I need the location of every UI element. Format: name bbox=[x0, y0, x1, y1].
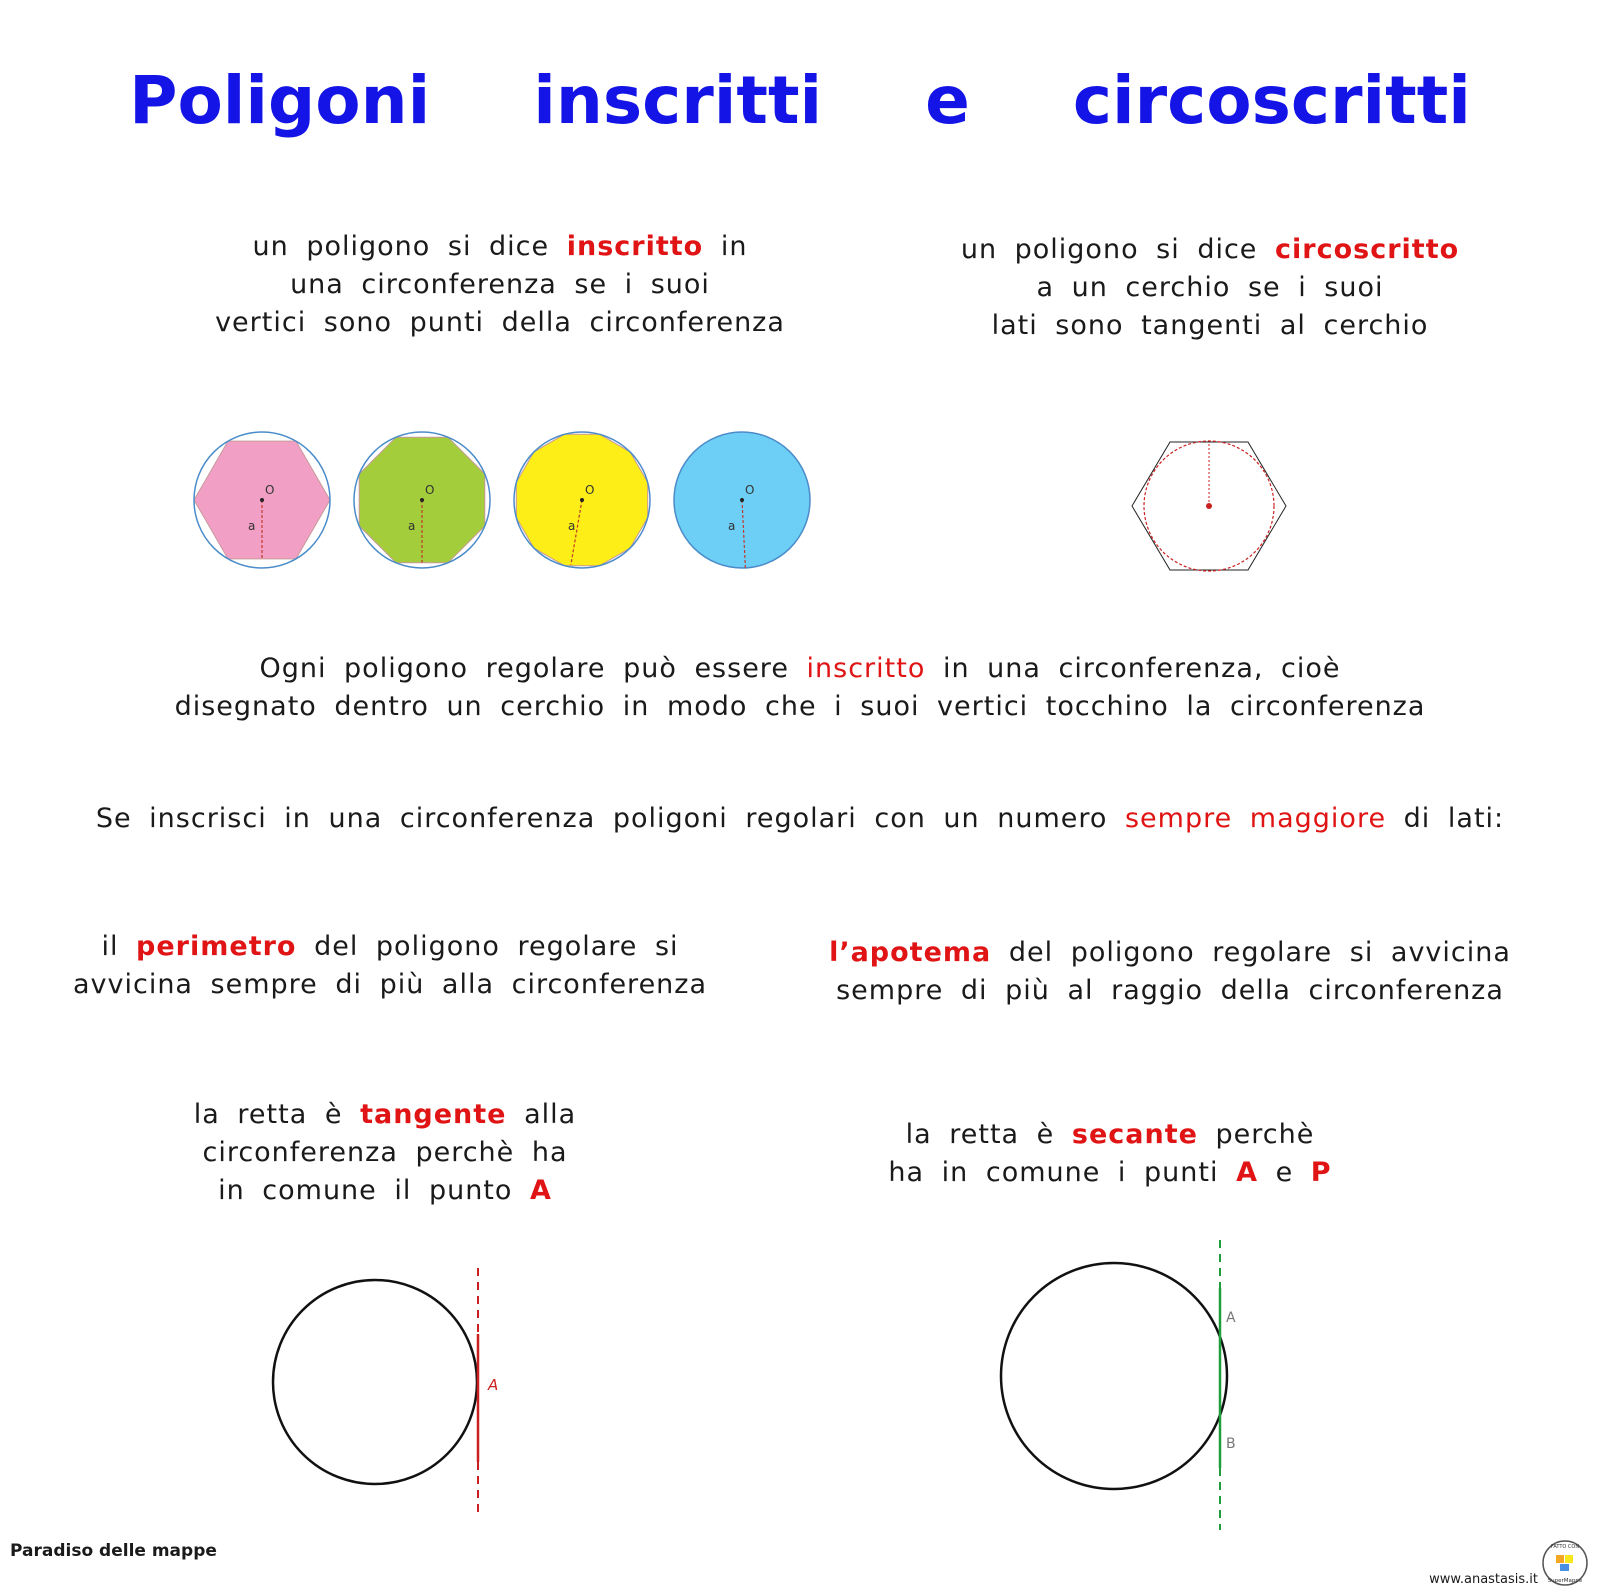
supermappe-logo bbox=[1540, 1538, 1590, 1588]
circumscribed-definition bbox=[890, 231, 1530, 345]
regular-polygon-statement bbox=[120, 650, 1480, 726]
inscribed-def-text-2: in bbox=[720, 231, 748, 262]
circumscribed-def-line-3: lati sono tangenti al cerchio bbox=[991, 310, 1429, 341]
apothem-label: a bbox=[408, 519, 416, 533]
footer-credit: Paradiso delle mappe bbox=[10, 1541, 217, 1561]
footer-website: www.anastasis.it bbox=[1429, 1572, 1538, 1587]
center-label: O bbox=[745, 483, 755, 497]
center-point bbox=[580, 498, 584, 502]
inscribed-keyword: inscritto bbox=[566, 231, 704, 262]
secant-circle bbox=[1001, 1263, 1227, 1489]
center-point bbox=[420, 498, 424, 502]
inscribed-definition bbox=[180, 228, 820, 342]
circumscribed-hexagon-figure bbox=[1130, 438, 1290, 578]
logo-text-bottom: SuperMappe bbox=[1547, 1578, 1583, 1584]
secant-keyword: secante bbox=[1071, 1119, 1198, 1150]
perimeter-statement bbox=[40, 928, 740, 1004]
apothem-text-2: del poligono regolare si avvicina bbox=[1008, 937, 1511, 968]
tangent-line-2: circonferenza perchè ha bbox=[202, 1137, 568, 1168]
apothem-label: a bbox=[728, 519, 736, 533]
tangent-circle bbox=[273, 1280, 477, 1484]
tangent-point: A bbox=[530, 1175, 552, 1206]
secant-point-a: A bbox=[1236, 1157, 1258, 1188]
circumscribed-def-text-1: un poligono si dice bbox=[960, 234, 1258, 265]
tangent-figure-label-a: A bbox=[488, 1376, 499, 1394]
secant-figure-label-a: A bbox=[1226, 1310, 1236, 1326]
inscribed-polygon-figure-12 bbox=[514, 432, 650, 568]
tangent-keyword: tangente bbox=[360, 1099, 507, 1130]
center-point bbox=[260, 498, 264, 502]
increasing-text-1: Se inscrisci in una circonferenza poligoni regolari con un numero bbox=[95, 803, 1108, 834]
logo-box-yellow bbox=[1565, 1555, 1573, 1563]
logo-box-orange bbox=[1556, 1555, 1564, 1563]
inscribed-polygon-figure-60 bbox=[674, 432, 810, 568]
apothem-line-2: sempre di più al raggio della circonferenza bbox=[836, 975, 1504, 1006]
inscribed-polygon-figure-8 bbox=[354, 432, 490, 568]
apothem-label: a bbox=[248, 519, 256, 533]
apothem-statement bbox=[790, 934, 1550, 1010]
logo-box-blue bbox=[1560, 1564, 1569, 1571]
apothem-keyword: l’apotema bbox=[829, 937, 992, 968]
center-label: O bbox=[585, 483, 595, 497]
increasing-sides-statement bbox=[40, 800, 1560, 838]
regular-text-2: in una circonferenza, cioè bbox=[942, 653, 1341, 684]
secant-text-1: la retta è bbox=[905, 1119, 1055, 1150]
secant-statement bbox=[860, 1116, 1360, 1192]
circumscribed-keyword: circoscritto bbox=[1275, 234, 1460, 265]
page-title: Poligoni inscritti e circoscritti bbox=[129, 62, 1471, 139]
inscribed-def-line-3: vertici sono punti della circonferenza bbox=[215, 307, 785, 338]
tangent-figure bbox=[270, 1268, 530, 1518]
tangent-statement bbox=[170, 1096, 600, 1210]
tangent-text-2: alla bbox=[524, 1099, 577, 1130]
increasing-text-2: di lati: bbox=[1403, 803, 1505, 834]
logo-text-top: FATTO CON bbox=[1550, 1544, 1580, 1550]
perimeter-text-2: del poligono regolare si bbox=[314, 931, 679, 962]
perimeter-line-2: avvicina sempre di più alla circonferenza bbox=[72, 969, 708, 1000]
center-point bbox=[740, 498, 744, 502]
increasing-keyword: sempre maggiore bbox=[1124, 803, 1387, 834]
secant-figure bbox=[1000, 1240, 1260, 1530]
inscribed-polygon-figure-6 bbox=[194, 432, 330, 568]
inscribed-def-line-2: una circonferenza se i suoi bbox=[290, 269, 710, 300]
secant-figure-label-b: B bbox=[1226, 1436, 1236, 1452]
center-point bbox=[1206, 503, 1212, 509]
tangent-line-3: in comune il punto bbox=[218, 1175, 513, 1206]
tangent-text-1: la retta è bbox=[193, 1099, 343, 1130]
secant-text-2: perchè bbox=[1215, 1119, 1315, 1150]
center-label: O bbox=[265, 483, 275, 497]
apothem-label: a bbox=[568, 519, 576, 533]
regular-text-1: Ogni poligono regolare può essere bbox=[259, 653, 789, 684]
regular-keyword: inscritto bbox=[806, 653, 926, 684]
circumscribed-def-line-2: a un cerchio se i suoi bbox=[1036, 272, 1384, 303]
inscribed-polygons-figure bbox=[190, 432, 830, 582]
perimeter-keyword: perimetro bbox=[136, 931, 297, 962]
secant-point-p: P bbox=[1310, 1157, 1332, 1188]
perimeter-text-1: il bbox=[101, 931, 119, 962]
regular-line-2: disegnato dentro un cerchio in modo che i suoi vertici tocchino la circonferenza bbox=[174, 691, 1426, 722]
inscribed-def-text-1: un poligono si dice bbox=[252, 231, 550, 262]
secant-line-2: ha in comune i punti bbox=[888, 1157, 1219, 1188]
secant-and: e bbox=[1275, 1157, 1294, 1188]
center-label: O bbox=[425, 483, 435, 497]
